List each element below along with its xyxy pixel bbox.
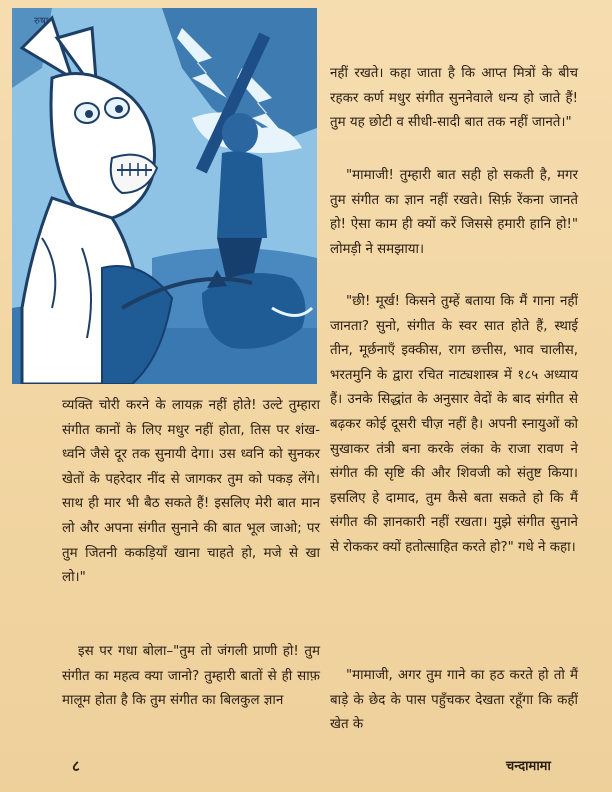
illustration-art (12, 8, 317, 384)
magazine-title: चन्दामामा (506, 759, 551, 774)
right-column-paragraph-2: "मामाजी! तुम्हारी बात सही हो सकती है, मगर तुम संगीत का ज्ञान नहीं रखते। सिर्फ़ रेंकना जानते हो! ऐसा काम ही क्यों करें जिससे हमारी हानि हो!" लोमड़ी ने समझाया। (330, 168, 578, 257)
right-column-paragraph-3: "छी! मूर्ख! किसने तुम्हें बताया कि मैं गाना नहीं जानता? सुनो, संगीत के स्वर सात होते हैं, स्थाई तीन, मूर्छनाएँ इक्कीस, राग छत्तीस, भाव चालीस, भरतमुनि के द्वारा रचित नाट्यशास्त्र में १८५ अध्याय हैं। उनके सिद्धांत के अनुसार वेदों के बाद संगीत से बढ़कर कोई दूसरी चीज़ नहीं है। अपनी स्नायुओं को सुखाकर तंत्री बना करके लंका के राजा रावण ने संगीत की सृष्टि की और शिवजी को संतुष्ट किया। इसलिए हे दामाद, तुम कैसे बता सकते हो कि मैं संगीत की ज्ञानकारी नहीं रखता। मुझे संगीत सुनाने से रोककर क्यों हतोत्साहित करते हो?" गधे ने कहा। (330, 294, 578, 555)
left-column-paragraph-2: इस पर गधा बोला–"तुम तो जंगली प्राणी हो! तुम संगीत का महत्व क्या जानो? तुम्हारी बातों से ही साफ़ मालूम होता है कि तुम संगीत का बिलकुल ज्ञान (62, 644, 320, 709)
page-number: ८ (72, 757, 80, 775)
right-column-paragraph-1: नहीं रखते। कहा जाता है कि आप्त मित्रों के बीच रहकर कर्ण मधुर संगीत सुननेवाले धन्य हो जाते हैं! तुम यह छोटी व सीधी-सादी बात तक नहीं जानते।" (330, 66, 578, 131)
artist-signature: रुषा (34, 16, 49, 27)
left-column-paragraph-1: व्यक्ति चोरी करने के लायक़ नहीं होते! उल्टे तुम्हारा संगीत कानों के लिए मधुर नहीं होता, तिस पर शंख-ध्वनि जैसे दूर तक सुनायी देगा। उस ध्वनि को सुनकर खेतों के पहरेदार नींद से जागकर तुम को पकड़ लेंगे। साथ ही मार भी बैठ सकते हैं! इसलिए मेरी बात मान लो और अपना संगीत सुनाने की बात भूल जाओ; पर तुम जितनी ककड़ियाँ खाना चाहते हो, मजे से खा लो।" (62, 398, 320, 586)
right-column-paragraph-4: "मामाजी, अगर तुम गाने का हठ करते हो तो मैं बाड़े के छेद के पास पहुँचकर देखता रहूँगा कि कहीं खेत के (330, 668, 578, 733)
story-illustration (12, 8, 317, 384)
